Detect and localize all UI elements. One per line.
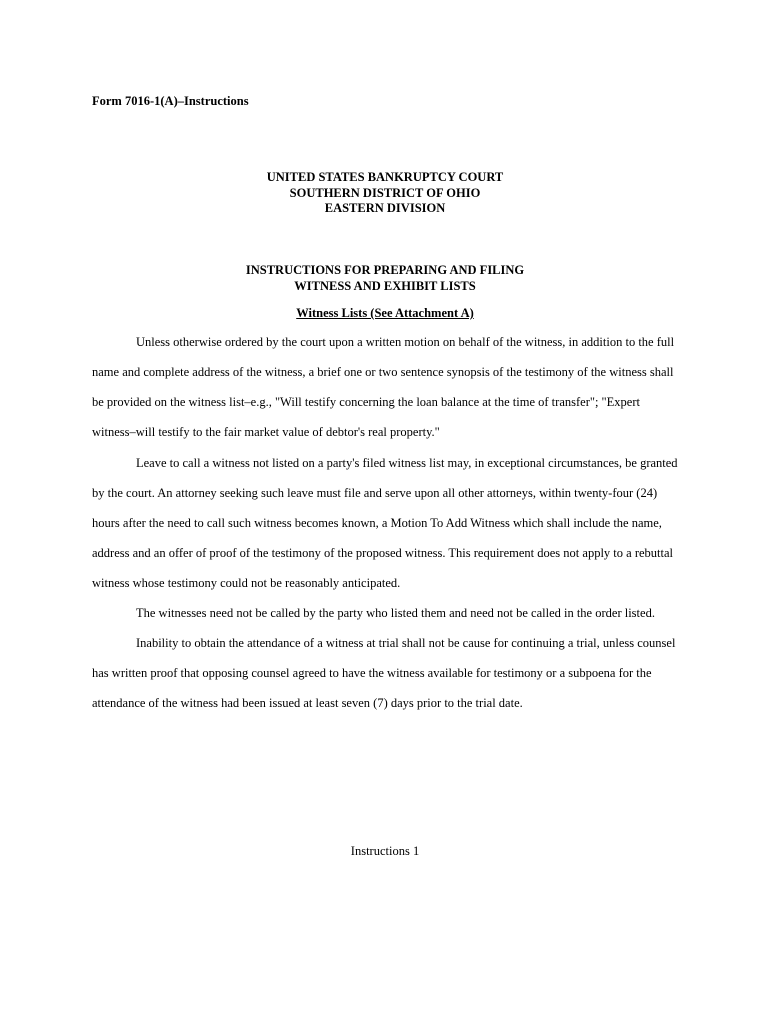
document-title-line-1: INSTRUCTIONS FOR PREPARING AND FILING xyxy=(245,263,525,277)
court-name: UNITED STATES BANKRUPTCY COURT xyxy=(266,170,504,184)
paragraph-leave-to-call: Leave to call a witness not listed on a party's filed witness list may, in exceptional circumstances, be granted by the court. An attorney seeking such leave must file and serve upon all other attorneys, within twenty-four (24) hours after the need to call such witness becomes known, a Motion To Add Witness which shall include the name, address and an offer of proof of the testimony of the proposed witness. This requirement does not apply to a rebuttal witness whose testimony could not be reasonably anticipated. xyxy=(92,456,678,590)
court-caption xyxy=(0,170,770,217)
document-title-line-2: WITNESS AND EXHIBIT LISTS xyxy=(294,278,476,293)
form-identifier: Form 7016-1(A)–Instructions xyxy=(92,94,249,108)
paragraph-attendance: Inability to obtain the attendance of a witness at trial shall not be cause for continuing a trial, unless counsel has written proof that opposing counsel agreed to have the witness available for testimony or a subpoena for the attendance of the witness had been issued at least seven (7) days prior to the trial date. xyxy=(92,636,676,710)
court-district: SOUTHERN DISTRICT OF OHIO xyxy=(289,185,481,200)
paragraph-block-1 xyxy=(92,327,682,447)
paragraph-block-2 xyxy=(92,448,682,598)
paragraph-block-4 xyxy=(92,628,682,718)
document-title xyxy=(0,263,770,294)
section-heading-witness-lists: Witness Lists (See Attachment A) xyxy=(296,306,474,320)
paragraph-order-of-witnesses: The witnesses need not be called by the party who listed them and need not be called in the order listed. xyxy=(136,606,655,620)
paragraph-witness-synopsis: Unless otherwise ordered by the court upon a written motion on behalf of the witness, in addition to the full name and complete address of the witness, a brief one or two sentence synopsis of the testimony of the witness shall be provided on the witness list–e.g., "Will testify concerning the loan balance at the time of transfer"; "Expert witness–will testify to the fair market value of debtor's real property." xyxy=(92,335,675,439)
court-division: EASTERN DIVISION xyxy=(324,201,446,215)
paragraph-block-3 xyxy=(92,598,682,628)
page-footer: Instructions 1 xyxy=(350,844,420,858)
